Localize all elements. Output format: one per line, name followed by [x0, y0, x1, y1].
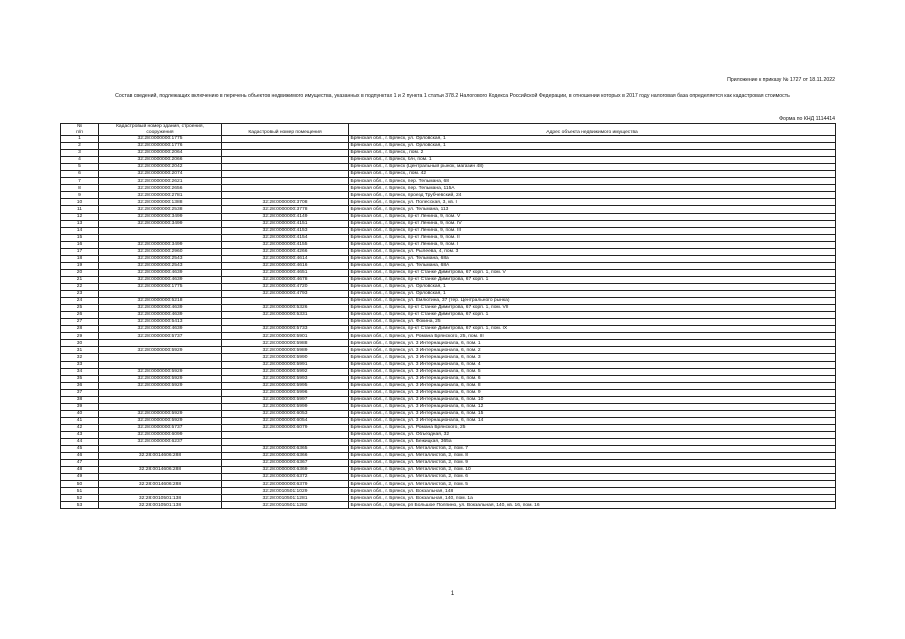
table-row: [61, 248, 836, 255]
table-row: [61, 241, 836, 248]
cell-premise-cadastral: 32:28:0010501:1282: [222, 502, 349, 509]
cell-premise-cadastral: [222, 319, 349, 326]
cell-premise-cadastral: 32:28:0000000:6365: [222, 446, 349, 453]
cell-address: Брянская обл., г. Брянск, пр-кт Ленина, 9, пом. III: [349, 227, 836, 234]
cell-premise-cadastral: 32:28:0000000:4651: [222, 269, 349, 276]
cell-address: Брянская обл., г. Брянск, ул. Орловская, 1: [349, 143, 836, 150]
cell-address: Брянская обл., г. Брянск, ул. Тельмана, 113: [349, 206, 836, 213]
table-row: [61, 143, 836, 150]
table-row: [61, 291, 836, 298]
cell-address: Брянская обл., г. Брянск, б/н, пом. 1: [349, 157, 836, 164]
cell-row-number: 17: [61, 248, 99, 255]
table-row: [61, 255, 836, 262]
cell-row-number: 26: [61, 312, 99, 319]
table-row: [61, 213, 836, 220]
table-row: [61, 453, 836, 460]
cell-row-number: 14: [61, 227, 99, 234]
cell-premise-cadastral: 32:28:0000000:5331: [222, 312, 349, 319]
cell-building-cadastral: 32:28:0000000:5929: [99, 347, 222, 354]
cell-building-cadastral: 32:28:0000000:2543: [99, 262, 222, 269]
cell-building-cadastral: [99, 227, 222, 234]
cell-premise-cadastral: 32:28:0000000:4678: [222, 276, 349, 283]
cell-building-cadastral: 32:28:0000000:5737: [99, 333, 222, 340]
cell-row-number: 47: [61, 460, 99, 467]
cell-row-number: 21: [61, 276, 99, 283]
cell-building-cadastral: 32:28:0000000:1776: [99, 143, 222, 150]
cell-row-number: 1: [61, 136, 99, 143]
cell-building-cadastral: [99, 396, 222, 403]
cell-premise-cadastral: 32:28:0000000:4149: [222, 213, 349, 220]
cell-building-cadastral: 32:28:0000000:1388: [99, 199, 222, 206]
table-row: [61, 262, 836, 269]
cell-address: Брянская обл., г. Брянск, ул. Металлистов, 2, пом. 9: [349, 460, 836, 467]
cell-building-cadastral: 32:28:0014606:288: [99, 453, 222, 460]
cell-row-number: 45: [61, 446, 99, 453]
cell-address: Брянская обл., г. Брянск, проезд Трубчевский, 24: [349, 192, 836, 199]
table-row: [61, 439, 836, 446]
cell-address: Брянская обл., г. Брянск, ул. Полесская, 3, кв. I: [349, 199, 836, 206]
cell-building-cadastral: 32:28:0000000:4639: [99, 276, 222, 283]
cell-building-cadastral: 32:28:0000000:5929: [99, 382, 222, 389]
cell-address: Брянская обл., г. Брянск, ул. Рылеева, 4, пом. 3: [349, 248, 836, 255]
table-row: [61, 396, 836, 403]
cell-premise-cadastral: 32:28:0010501:1029: [222, 488, 349, 495]
cell-row-number: 42: [61, 424, 99, 431]
cell-row-number: 22: [61, 283, 99, 290]
cell-address: Брянская обл., г. Брянск, ул. 3 Интернационала, 6, пом. 4: [349, 361, 836, 368]
cell-address: Брянская обл., г. Брянск, ул. Фокина, 25: [349, 319, 836, 326]
cell-building-cadastral: 32:28:0000000:3499: [99, 220, 222, 227]
cell-premise-cadastral: 32:28:0000000:4720: [222, 283, 349, 290]
cell-address: Брянская обл., г. Брянск (Центральный рынок, магазин 48): [349, 164, 836, 171]
cell-building-cadastral: 32:28:0000000:5929: [99, 368, 222, 375]
cell-building-cadastral: 32:28:0000000:4639: [99, 305, 222, 312]
cell-row-number: 29: [61, 333, 99, 340]
cell-premise-cadastral: 32:28:0000000:4153: [222, 227, 349, 234]
annex-note: Приложение к приказу № 1727 от 18.11.2022: [727, 77, 835, 83]
cell-address: Брянская обл., г. Брянск, пер. Тельмана, 115А: [349, 185, 836, 192]
cell-row-number: 48: [61, 467, 99, 474]
cell-address: Брянская обл., г. Брянск, ул. Орловская, 1: [349, 291, 836, 298]
cell-row-number: 5: [61, 164, 99, 171]
cell-premise-cadastral: [222, 298, 349, 305]
table-row: [61, 403, 836, 410]
cell-building-cadastral: 32:28:0000000:3499: [99, 241, 222, 248]
cell-row-number: 20: [61, 269, 99, 276]
cell-address: Брянская обл., г. Брянск, ул. 3 Интернационала, 6, пом. 14: [349, 417, 836, 424]
cell-row-number: 49: [61, 474, 99, 481]
table-header: [61, 124, 836, 136]
cell-address: Брянская обл., г. Брянск, ул. 3 Интернационала, 6, пом. 6: [349, 375, 836, 382]
table-row: [61, 298, 836, 305]
cell-row-number: 25: [61, 305, 99, 312]
cell-address: Брянская обл., г. Брянск, пр-кт Станке Димитрова, 67 корп. 1: [349, 276, 836, 283]
cell-premise-cadastral: 32:28:0000000:3708: [222, 199, 349, 206]
cell-premise-cadastral: 32:28:0000000:4614: [222, 255, 349, 262]
cell-row-number: 39: [61, 403, 99, 410]
cell-row-number: 46: [61, 453, 99, 460]
cell-building-cadastral: 32:28:0010501:138: [99, 495, 222, 502]
cell-address: Брянская обл., г. Брянск, ул. 3 Интернационала, 6, пом. 2: [349, 347, 836, 354]
cell-row-number: 41: [61, 417, 99, 424]
cell-premise-cadastral: 32:28:0000000:5733: [222, 326, 349, 333]
cell-address: Брянская обл., г. Брянск, пр-кт Станке Димитрова, 67 корп. 1, пом. VII: [349, 305, 836, 312]
cell-building-cadastral: [99, 446, 222, 453]
cell-building-cadastral: 32:28:0000000:5929: [99, 417, 222, 424]
cell-premise-cadastral: 32:28:0000000:5989: [222, 347, 349, 354]
cell-row-number: 19: [61, 262, 99, 269]
cell-building-cadastral: [99, 291, 222, 298]
cell-premise-cadastral: 32:28:0000000:4155: [222, 241, 349, 248]
cell-building-cadastral: 32:28:0000000:6237: [99, 439, 222, 446]
table-row: [61, 382, 836, 389]
table-row: [61, 389, 836, 396]
table-row: [61, 164, 836, 171]
cell-address: Брянская обл., г. Брянск, ул. Емлютина, 37 (тер. Центрального рынка): [349, 298, 836, 305]
cell-row-number: 27: [61, 319, 99, 326]
cell-building-cadastral: 32:28:0000000:2074: [99, 171, 222, 178]
table-row: [61, 326, 836, 333]
cell-building-cadastral: [99, 361, 222, 368]
table-row: [61, 157, 836, 164]
cell-premise-cadastral: 32:28:0000000:5990: [222, 354, 349, 361]
cell-premise-cadastral: 32:28:0000000:4793: [222, 291, 349, 298]
cell-address: Брянская обл., г. Брянск, ул. Металлистов, 2, пом. 7: [349, 446, 836, 453]
header-address: Адрес объекта недвижимого имущества: [349, 124, 836, 136]
cell-address: Брянская обл., г. Брянск, пр-кт Ленина, 9, пом. IV: [349, 220, 836, 227]
cell-building-cadastral: [99, 474, 222, 481]
cell-address: Брянская обл., г. Брянск, ул. 3 Интернационала, 6, пом. 10: [349, 396, 836, 403]
table-row: [61, 417, 836, 424]
cell-building-cadastral: 32:28:0000000:2543: [99, 255, 222, 262]
cell-premise-cadastral: 32:28:0000000:6079: [222, 424, 349, 431]
cell-building-cadastral: 32:28:0000000:4639: [99, 269, 222, 276]
cell-row-number: 2: [61, 143, 99, 150]
cell-row-number: 12: [61, 213, 99, 220]
cell-row-number: 44: [61, 439, 99, 446]
cell-address: Брянская обл., г. Брянск, рп Большое Полпино, ул. Вокзальная, 140, кв. 16, пом. 16: [349, 502, 836, 509]
table-row: [61, 185, 836, 192]
table-row: [61, 495, 836, 502]
cell-row-number: 13: [61, 220, 99, 227]
cell-building-cadastral: 32:28:0000000:5218: [99, 298, 222, 305]
cell-row-number: 16: [61, 241, 99, 248]
cell-address: Брянская обл., г. Брянск, ул. 3 Интернационала, 6, пом. 8: [349, 382, 836, 389]
cell-premise-cadastral: 32:28:0000000:6372: [222, 474, 349, 481]
cell-building-cadastral: 32:28:0000000:1775: [99, 136, 222, 143]
cell-building-cadastral: 32:28:0000000:2960: [99, 248, 222, 255]
cell-premise-cadastral: 32:28:0000000:6379: [222, 481, 349, 488]
table-row: [61, 220, 836, 227]
cell-address: Брянская обл., г. Брянск, ул. Романа Брянского, 25: [349, 424, 836, 431]
cell-building-cadastral: 32:28:0000000:1775: [99, 283, 222, 290]
cell-premise-cadastral: [222, 143, 349, 150]
table-row: [61, 234, 836, 241]
cell-premise-cadastral: 32:28:0000000:6369: [222, 467, 349, 474]
cell-row-number: 3: [61, 150, 99, 157]
cell-address: Брянская обл., г. Брянск, ул. Металлистов, 2, пом. 10: [349, 467, 836, 474]
cell-premise-cadastral: [222, 171, 349, 178]
cell-row-number: 7: [61, 178, 99, 185]
cell-premise-cadastral: 32:28:0000000:3778: [222, 206, 349, 213]
cell-building-cadastral: 32:28:0014606:288: [99, 467, 222, 474]
table-row: [61, 199, 836, 206]
cell-premise-cadastral: 32:28:0000000:6053: [222, 410, 349, 417]
table-row: [61, 431, 836, 438]
cell-row-number: 31: [61, 347, 99, 354]
form-code: Форма по КНД 1114414: [779, 116, 835, 122]
cell-premise-cadastral: [222, 164, 349, 171]
table-row: [61, 340, 836, 347]
cell-premise-cadastral: [222, 431, 349, 438]
cell-premise-cadastral: 32:28:0000000:5991: [222, 361, 349, 368]
cell-address: Брянская обл., г. Брянск, пер. Тельмана, 68: [349, 178, 836, 185]
cell-address: Брянская обл., г. Брянск, ул. Орловская, 1: [349, 136, 836, 143]
cell-building-cadastral: 32:28:0010501:138: [99, 502, 222, 509]
table-row: [61, 361, 836, 368]
cell-address: Брянская обл., г. Брянск, пр-кт Станке Димитрова, 67 корп. 1: [349, 312, 836, 319]
cell-building-cadastral: [99, 488, 222, 495]
cell-address: Брянская обл., г. Брянск, ул. Орловская, 1: [349, 283, 836, 290]
cell-address: Брянская обл., г. Брянск, ул. 3 Интернационала, 6, пом. 12: [349, 403, 836, 410]
cell-premise-cadastral: 32:28:0000000:6054: [222, 417, 349, 424]
cell-row-number: 40: [61, 410, 99, 417]
cell-address: Брянская обл., г. Брянск, пр-кт Ленина, 9, пом. II: [349, 234, 836, 241]
cell-premise-cadastral: 32:28:0000000:6367: [222, 460, 349, 467]
document-heading: Состав сведений, подлежащих включению в перечень объектов недвижимого имущества, указанных в подпунктах 1 и 2 пункта 1 статьи 378.2 Налогового Кодекса Российской Федерации, в отношении которых в 2017 году налоговая база определяется как кадастровая стоимость: [115, 93, 790, 99]
cell-building-cadastral: 32:28:0000000:3499: [99, 213, 222, 220]
cell-premise-cadastral: 32:28:0000000:4151: [222, 220, 349, 227]
cell-row-number: 10: [61, 199, 99, 206]
cell-row-number: 37: [61, 389, 99, 396]
cell-row-number: 32: [61, 354, 99, 361]
table-row: [61, 192, 836, 199]
table-row: [61, 305, 836, 312]
cell-address: Брянская обл., г. Брянск, пр-кт Ленина, 9, пом. I: [349, 241, 836, 248]
cell-address: Брянская обл., г. Брянск, ул. Вокзальная, 148: [349, 488, 836, 495]
cell-row-number: 52: [61, 495, 99, 502]
table-row: [61, 424, 836, 431]
cell-building-cadastral: 32:28:0000000:5929: [99, 375, 222, 382]
cell-building-cadastral: [99, 460, 222, 467]
table-row: [61, 460, 836, 467]
cell-row-number: 11: [61, 206, 99, 213]
cell-address: Брянская обл., г. Брянск, ул. 3 Интернационала, 6, пом. 1: [349, 340, 836, 347]
cell-address: Брянская обл., г. Брянск, пр-кт Станке Димитрова, 67 корп. 1, пом. V: [349, 269, 836, 276]
cell-row-number: 23: [61, 291, 99, 298]
table-row: [61, 375, 836, 382]
cell-building-cadastral: 32:28:0000000:6099: [99, 431, 222, 438]
cell-row-number: 28: [61, 326, 99, 333]
cell-premise-cadastral: 32:28:0000000:4266: [222, 248, 349, 255]
table-row: [61, 136, 836, 143]
table-row: [61, 446, 836, 453]
table-row: [61, 347, 836, 354]
cell-premise-cadastral: [222, 192, 349, 199]
cell-address: Брянская обл., г. Брянск, ул. 3 Интернационала, 6, пом. 15: [349, 410, 836, 417]
cell-row-number: 51: [61, 488, 99, 495]
cell-premise-cadastral: 32:28:0010501:1281: [222, 495, 349, 502]
header-num-line2: п/п: [76, 129, 83, 135]
table-row: [61, 171, 836, 178]
cell-row-number: 38: [61, 396, 99, 403]
cell-premise-cadastral: 32:28:0000000:5996: [222, 389, 349, 396]
cell-premise-cadastral: [222, 157, 349, 164]
cell-address: Брянская обл., г. Брянск, ул. 3 Интернационала, 6, пом. 5: [349, 368, 836, 375]
cell-premise-cadastral: [222, 439, 349, 446]
cell-building-cadastral: [99, 403, 222, 410]
cell-premise-cadastral: 32:28:0000000:5999: [222, 403, 349, 410]
cell-premise-cadastral: [222, 185, 349, 192]
cell-address: Брянская обл., г. Брянск, ул. Металлистов, 2, пом. 6: [349, 474, 836, 481]
cell-row-number: 4: [61, 157, 99, 164]
table-row: [61, 488, 836, 495]
cell-building-cadastral: 32:28:0000000:2042: [99, 164, 222, 171]
table-row: [61, 150, 836, 157]
cell-address: Брянская обл., г. Брянск, ул. Металлистов, 2, пом. 5: [349, 481, 836, 488]
cell-row-number: 6: [61, 171, 99, 178]
cell-building-cadastral: 32:28:0014606:288: [99, 481, 222, 488]
cell-address: Брянская обл., г. Брянск, пр-кт Ленина, 9, пом. V: [349, 213, 836, 220]
cell-premise-cadastral: 32:28:0000000:5326: [222, 305, 349, 312]
cell-building-cadastral: [99, 354, 222, 361]
cell-building-cadastral: [99, 234, 222, 241]
cell-premise-cadastral: 32:28:0000000:5901: [222, 333, 349, 340]
cell-premise-cadastral: 32:28:0000000:6366: [222, 453, 349, 460]
cell-premise-cadastral: [222, 150, 349, 157]
page-number: 1: [450, 591, 455, 597]
cell-address: Брянская обл., г. Брянск, ул. 3 Интернационала, 6, пом. 9: [349, 389, 836, 396]
cell-premise-cadastral: 32:28:0000000:5992: [222, 368, 349, 375]
cell-row-number: 53: [61, 502, 99, 509]
cell-address: Брянская обл., г. Брянск, ул. Вокзальная, 140, пом. 1а: [349, 495, 836, 502]
table-row: [61, 481, 836, 488]
table-row: [61, 269, 836, 276]
cell-building-cadastral: 32:28:0000000:4639: [99, 312, 222, 319]
cell-premise-cadastral: 32:28:0000000:4154: [222, 234, 349, 241]
table-row: [61, 467, 836, 474]
cell-premise-cadastral: 32:28:0000000:5997: [222, 396, 349, 403]
header-building-cadastral: Кадастровый номер здания, строения, сооружения: [99, 124, 222, 136]
cell-building-cadastral: 32:28:0000000:2781: [99, 192, 222, 199]
cell-premise-cadastral: 32:28:0000000:4616: [222, 262, 349, 269]
cell-row-number: 18: [61, 255, 99, 262]
cell-address: Брянская обл., г. Брянск, ул. Романа Брянского, 25, пом. III: [349, 333, 836, 340]
cell-premise-cadastral: [222, 136, 349, 143]
cell-row-number: 43: [61, 431, 99, 438]
table-row: [61, 206, 836, 213]
cell-address: Брянская обл., г. Брянск, ул. Металлистов, 2, пом. 8: [349, 453, 836, 460]
table-row: [61, 283, 836, 290]
cell-row-number: 30: [61, 340, 99, 347]
cell-row-number: 24: [61, 298, 99, 305]
table-row: [61, 178, 836, 185]
cell-building-cadastral: 32:28:0000000:5737: [99, 424, 222, 431]
property-registry-table: [60, 123, 836, 509]
cell-row-number: 36: [61, 382, 99, 389]
cell-building-cadastral: 32:28:0000000:2621: [99, 178, 222, 185]
cell-row-number: 9: [61, 192, 99, 199]
cell-row-number: 33: [61, 361, 99, 368]
cell-address: Брянская обл., г. Брянск,, пом. 2: [349, 150, 836, 157]
cell-building-cadastral: [99, 340, 222, 347]
cell-building-cadastral: 32:28:0000000:5413: [99, 319, 222, 326]
table-row: [61, 227, 836, 234]
cell-building-cadastral: 32:28:0000000:2656: [99, 185, 222, 192]
table-row: [61, 502, 836, 509]
cell-premise-cadastral: 32:28:0000000:5993: [222, 375, 349, 382]
table-row: [61, 319, 836, 326]
cell-row-number: 50: [61, 481, 99, 488]
header-row-number: [61, 124, 99, 136]
cell-address: Брянская обл., г. Брянск, ул. Тельмана, 68а: [349, 255, 836, 262]
cell-building-cadastral: 32:28:0000000:2066: [99, 157, 222, 164]
cell-building-cadastral: 32:28:0000000:4639: [99, 326, 222, 333]
header-premise-cadastral: Кадастровый номер помещения: [222, 124, 349, 136]
table-body: [61, 136, 836, 509]
cell-row-number: 35: [61, 375, 99, 382]
cell-row-number: 15: [61, 234, 99, 241]
cell-address: Брянская обл., г. Брянск,, пом. 42: [349, 171, 836, 178]
cell-address: Брянская обл., г. Брянск, ул. Бежицкая, 365а: [349, 439, 836, 446]
header-num-line1: №: [76, 124, 83, 130]
cell-premise-cadastral: 32:28:0000000:5995: [222, 382, 349, 389]
cell-address: Брянская обл., г. Брянск, пр-кт Станке Димитрова, 67 корп. 1, пом. IX: [349, 326, 836, 333]
cell-address: Брянская обл., г. Брянск, ул. 3 Интернационала, 6, пом. 3: [349, 354, 836, 361]
table-row: [61, 368, 836, 375]
cell-building-cadastral: [99, 389, 222, 396]
cell-row-number: 34: [61, 368, 99, 375]
table-row: [61, 410, 836, 417]
table-row: [61, 354, 836, 361]
table-row: [61, 276, 836, 283]
cell-building-cadastral: 32:28:0000000:2538: [99, 206, 222, 213]
cell-address: Брянская обл., г. Брянск, ул. Объездная, 32: [349, 431, 836, 438]
table-row: [61, 312, 836, 319]
table-row: [61, 333, 836, 340]
cell-premise-cadastral: [222, 178, 349, 185]
cell-address: Брянская обл., г. Брянск, ул. Тельмана, 68А: [349, 262, 836, 269]
cell-building-cadastral: 32:28:0000000:2064: [99, 150, 222, 157]
cell-premise-cadastral: 32:28:0000000:5988: [222, 340, 349, 347]
cell-building-cadastral: 32:28:0000000:5929: [99, 410, 222, 417]
table-row: [61, 474, 836, 481]
cell-row-number: 8: [61, 185, 99, 192]
